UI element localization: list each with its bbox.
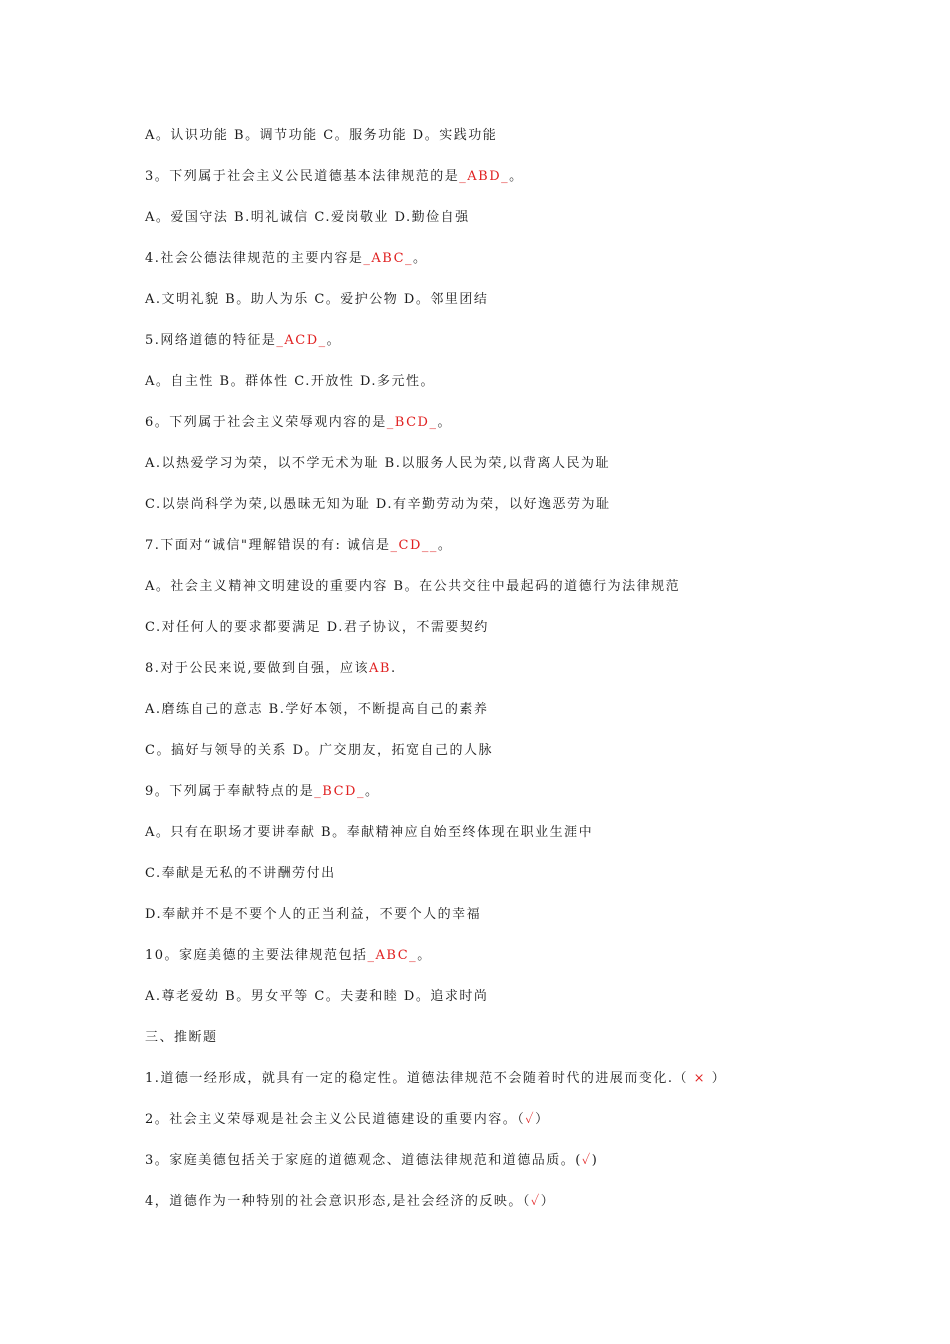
question-line: [145, 330, 845, 371]
question-line: [145, 166, 845, 207]
line-suffix: 。: [326, 333, 342, 348]
line-text: 三、推断题: [145, 1030, 218, 1045]
question-line: [145, 781, 845, 822]
judgment-line: [145, 1191, 845, 1232]
line-text: A。爱国守法 B.明礼诚信 C.爱岗敬业 D.勤俭自强: [145, 210, 470, 225]
answer: AB: [369, 661, 391, 676]
option-line: [145, 494, 845, 535]
line-suffix: ）: [540, 1194, 556, 1209]
option-line: [145, 617, 845, 658]
answer-check-mark: ✓: [581, 1153, 592, 1168]
option-line: [145, 904, 845, 945]
answer: _ACD_: [276, 333, 327, 348]
line-text: 9。下列属于奉献特点的是: [145, 784, 315, 799]
line-suffix: 。: [413, 251, 428, 266]
option-line: [145, 822, 845, 863]
line-suffix: 。: [364, 784, 380, 799]
answer: _ABC_: [367, 948, 418, 963]
judgment-line: [145, 1068, 845, 1109]
question-line: [145, 535, 845, 576]
option-line: [145, 371, 845, 412]
option-line: [145, 863, 845, 904]
line-suffix: .: [391, 661, 397, 676]
answer-cross-mark: ×: [693, 1071, 707, 1086]
answer: _ABC_: [363, 251, 414, 266]
line-suffix: 。: [509, 169, 524, 184]
judgment-line: [145, 1109, 845, 1150]
line-text: C。搞好与领导的关系 D。广交朋友，拓宽自己的人脉: [145, 743, 494, 758]
question-line: [145, 248, 845, 289]
line-text: A.磨练自己的意志 B.学好本领，不断提高自己的素养: [145, 702, 489, 717]
line-suffix: 。: [417, 948, 432, 963]
line-text: A。认识功能 B。调节功能 C。服务功能 D。实践功能: [145, 128, 498, 143]
line-text: C.以崇尚科学为荣,以愚昧无知为耻 D.有辛勤劳动为荣，以好逸恶劳为耻: [145, 497, 611, 512]
answer: _ABD_: [459, 169, 510, 184]
option-line: [145, 453, 845, 494]
option-line: [145, 699, 845, 740]
answer: _BCD_: [386, 415, 438, 430]
line-text: 4，道德作为一种特别的社会意识形态,是社会经济的反映。（: [145, 1194, 531, 1209]
line-suffix: 。: [437, 538, 453, 553]
question-line: [145, 658, 845, 699]
option-line: [145, 986, 845, 1027]
line-text: 2。社会主义荣辱观是社会主义公民道德建设的重要内容。（: [145, 1112, 526, 1127]
option-line: [145, 576, 845, 617]
line-suffix: ）: [535, 1112, 550, 1127]
line-text: A。自主性 B。群体性 C.开放性 D.多元性。: [145, 374, 436, 389]
line-text: A.以热爱学习为荣，以不学无术为耻 B.以服务人民为荣,以背离人民为耻: [145, 456, 610, 471]
line-text: A。只有在职场才要讲奉献 B。奉献精神应自始至终体现在职业生涯中: [145, 825, 594, 840]
judgment-line: [145, 1150, 845, 1191]
line-suffix: ): [591, 1153, 599, 1168]
line-text: 3。家庭美德包括关于家庭的道德观念、道德法律规范和道德品质。(: [145, 1153, 582, 1168]
answer-check-mark: ✓: [530, 1194, 541, 1209]
answer: _BCD_: [314, 784, 365, 799]
question-line: [145, 945, 845, 986]
line-text: C.对任何人的要求都要满足 D.君子协议，不需要契约: [145, 620, 489, 635]
line-suffix: ）: [706, 1071, 727, 1086]
document-page: [145, 125, 845, 1232]
section-heading: [145, 1027, 845, 1068]
line-text: A.尊老爱幼 B。男女平等 C。夫妻和睦 D。追求时尚: [145, 989, 489, 1004]
line-text: 1.道德一经形成，就具有一定的稳定性。道德法律规范不会随着时代的进展而变化.（: [145, 1071, 694, 1086]
line-text: 5.网络道德的特征是: [145, 333, 277, 348]
line-text: C.奉献是无私的不讲酬劳付出: [145, 866, 336, 881]
option-line: [145, 207, 845, 248]
line-text: 7.下面对“诚信"理解错误的有: 诚信是: [145, 538, 391, 553]
line-text: 10。家庭美德的主要法律规范包括: [145, 948, 368, 963]
line-text: 3。下列属于社会主义公民道德基本法律规范的是: [145, 169, 460, 184]
option-line: [145, 289, 845, 330]
line-text: D.奉献并不是不要个人的正当利益，不要个人的幸福: [145, 907, 482, 922]
question-line: [145, 412, 845, 453]
line-suffix: 。: [437, 415, 452, 430]
line-text: 6。下列属于社会主义荣辱观内容的是: [145, 415, 387, 430]
answer-check-mark: ✓: [525, 1112, 536, 1127]
line-text: A.文明礼貌 B。助人为乐 C。爱护公物 D。邻里团结: [145, 292, 489, 307]
option-line: [145, 740, 845, 781]
line-text: 4.社会公德法律规范的主要内容是: [145, 251, 364, 266]
line-text: A。社会主义精神文明建设的重要内容 B。在公共交往中最起码的道德行为法律规范: [145, 579, 681, 594]
line-text: 8.对于公民来说,要做到自强，应该: [145, 661, 370, 676]
option-line: [145, 125, 845, 166]
answer: _CD__: [390, 538, 438, 553]
